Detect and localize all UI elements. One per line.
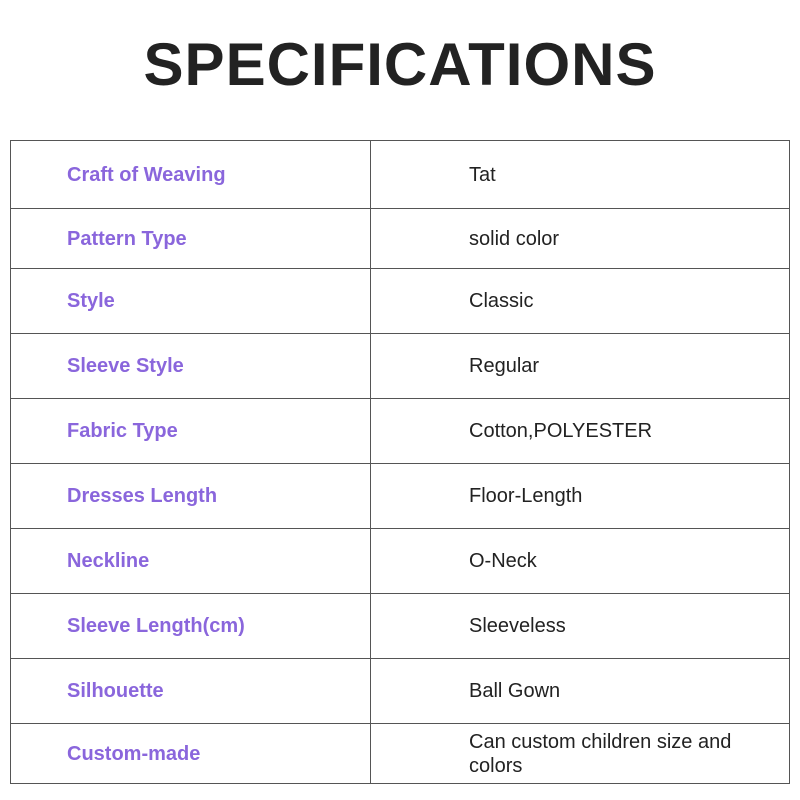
table-row [11,594,790,659]
spec-key-silhouette: Silhouette [11,659,371,724]
spec-key-sleeve-length: Sleeve Length(cm) [11,594,371,659]
table-row [11,334,790,399]
spec-value-custom-made: Can custom children size and colors [371,724,790,784]
table-row [11,724,790,784]
spec-value-silhouette: Ball Gown [371,659,790,724]
table-row [11,529,790,594]
spec-key-style: Style [11,269,371,334]
page-title: SPECIFICATIONS [143,31,657,98]
table-row [11,659,790,724]
table-row [11,399,790,464]
spec-value-craft-of-weaving: Tat [371,141,790,209]
spec-value-pattern-type: solid color [371,209,790,269]
table-row [11,269,790,334]
spec-value-fabric-type: Cotton,POLYESTER [371,399,790,464]
spec-value-neckline: O-Neck [371,529,790,594]
spec-key-dresses-length: Dresses Length [11,464,371,529]
table-row [11,141,790,209]
specifications-table [10,140,790,784]
table-row [11,209,790,269]
spec-key-neckline: Neckline [11,529,371,594]
spec-key-craft-of-weaving: Craft of Weaving [11,141,371,209]
spec-key-pattern-type: Pattern Type [11,209,371,269]
table-row [11,464,790,529]
spec-value-dresses-length: Floor-Length [371,464,790,529]
spec-key-sleeve-style: Sleeve Style [11,334,371,399]
spec-key-fabric-type: Fabric Type [11,399,371,464]
spec-value-style: Classic [371,269,790,334]
spec-value-sleeve-style: Regular [371,334,790,399]
spec-key-custom-made: Custom-made [11,724,371,784]
spec-value-sleeve-length: Sleeveless [371,594,790,659]
